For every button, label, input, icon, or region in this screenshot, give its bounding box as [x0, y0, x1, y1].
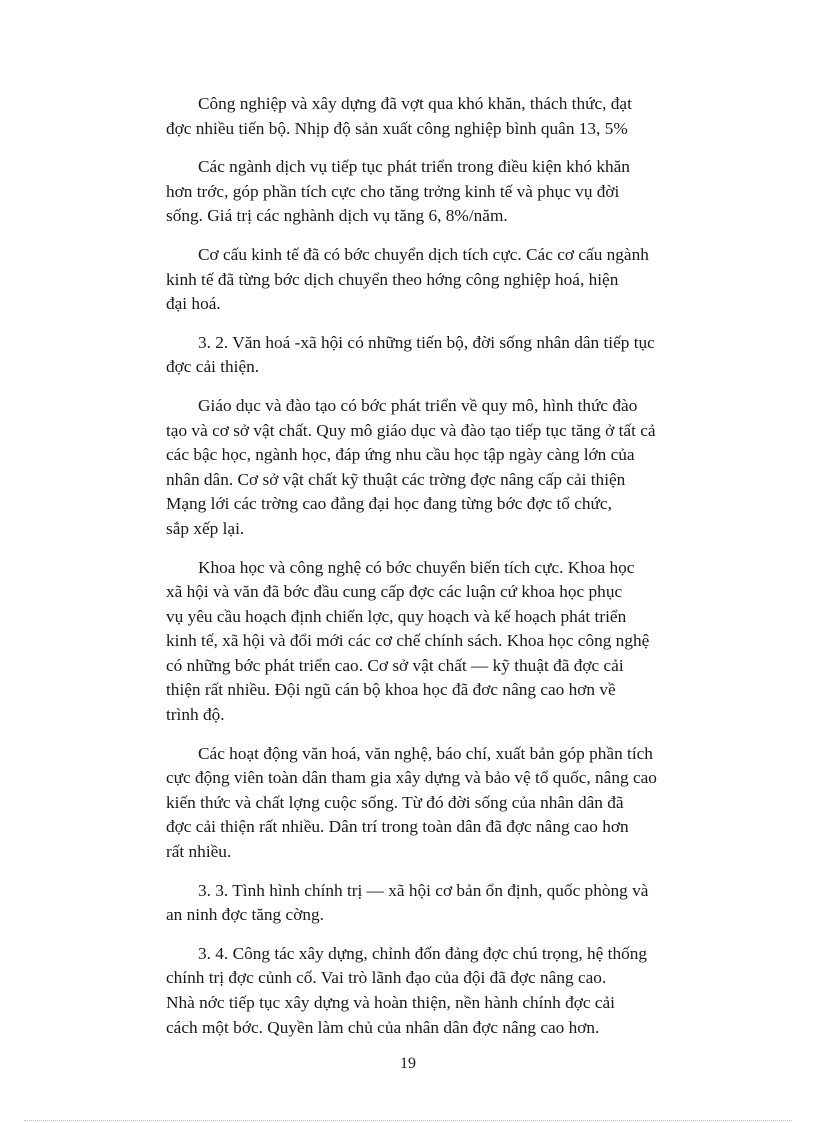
paragraph-line: cực động viên toàn dân tham gia xây dựng và bảo vệ tổ quốc, nâng cao — [166, 768, 657, 788]
paragraph-line: an ninh đợc tăng cờng. — [166, 905, 324, 925]
paragraph-line: 3. 4. Công tác xây dựng, chỉnh đốn đảng đợc chú trọng, hệ thống — [198, 943, 648, 963]
paragraph-line: Các hoạt động văn hoá, văn nghệ, báo chí, xuất bản góp phần tích — [198, 743, 653, 763]
paragraph — [166, 742, 706, 865]
paragraph-line: tạo và cơ sở vật chất. Quy mô giáo dục và đào tạo tiếp tục tăng ở tất cả — [166, 420, 656, 440]
paragraph-line: sống. Giá trị các nghành dịch vụ tăng 6, 8%/năm. — [166, 206, 508, 226]
paragraph-line: Các ngành dịch vụ tiếp tục phát triển trong điều kiện khó khăn — [198, 157, 630, 177]
paragraph-line: kiến thức và chất lợng cuộc sống. Từ đó đời sống của nhân dân đã — [166, 792, 624, 812]
paragraph-line: đại hoá. — [166, 294, 221, 314]
paragraph-line: xã hội và văn đã bớc đầu cung cấp đợc các luận cứ khoa học phục — [166, 582, 623, 602]
paragraph-line: đợc cải thiện. — [166, 357, 260, 377]
paragraph — [166, 879, 706, 928]
document-body — [166, 92, 706, 1054]
paragraph-line: kinh tế, xã hội và đổi mới các cơ chế chính sách. Khoa học công nghệ — [166, 631, 650, 651]
paragraph-line: vụ yêu cầu hoạch định chiến lợc, quy hoạch và kế hoạch phát triển — [166, 606, 627, 626]
paragraph — [166, 942, 706, 1040]
paragraph-line: chính trị đợc củnh cố. Vai trò lãnh đạo của đội đã đợc nâng cao. — [166, 968, 607, 988]
paragraph — [166, 331, 706, 380]
paragraph-line: Công nghiệp và xây dựng đã vợt qua khó khăn, thách thức, đạt — [198, 94, 632, 113]
paragraph-line: Cơ cấu kinh tế đã có bớc chuyển dịch tích cực. Các cơ cấu ngành — [198, 244, 649, 264]
paragraph — [166, 155, 706, 229]
paragraph-line: đợc nhiều tiến bộ. Nhịp độ sản xuất công nghiệp bình quân 13, 5% — [166, 118, 628, 138]
page-bottom-divider — [24, 1120, 792, 1121]
paragraph — [166, 92, 706, 141]
paragraph-line: có những bớc phát triển cao. Cơ sở vật chất — kỹ thuật đã đợc cải — [166, 655, 624, 675]
paragraph — [166, 556, 706, 728]
page-number: 19 — [400, 1055, 416, 1072]
paragraph-line: trình độ. — [166, 705, 225, 725]
paragraph-line: sắp xếp lại. — [166, 518, 245, 538]
paragraph-line: Nhà nớc tiếp tục xây dựng và hoàn thiện, nền hành chính đợc cải — [166, 993, 615, 1012]
paragraph-line: Khoa học và công nghệ có bớc chuyển biến tích cực. Khoa học — [198, 557, 635, 577]
paragraph — [166, 394, 706, 542]
paragraph-line: đợc cải thiện rất nhiều. Dân trí trong toàn dân đã đợc nâng cao hơn — [166, 817, 629, 837]
paragraph-line: Mạng lới các trờng cao đẳng đại học đang từng bớc đợc tổ chức, — [166, 494, 612, 514]
paragraph-line: nhân dân. Cơ sở vật chất kỹ thuật các trờng đợc nâng cấp cải thiện — [166, 469, 626, 489]
paragraph-line: rất nhiều. — [166, 842, 232, 862]
paragraph-line: 3. 2. Văn hoá -xã hội có những tiến bộ, đời sống nhân dân tiếp tục — [198, 332, 655, 352]
paragraph — [166, 243, 706, 317]
paragraph-line: thiện rất nhiều. Đội ngũ cán bộ khoa học đã đơc nâng cao hơn về — [166, 680, 616, 700]
paragraph-line: Giáo dục và đào tạo có bớc phát triển về quy mô, hình thức đào — [198, 395, 638, 415]
paragraph-line: kinh tế đã từng bớc dịch chuyển theo hớng công nghiệp hoá, hiện — [166, 269, 619, 289]
paragraph-line: cách một bớc. Quyền làm chủ của nhân dân đợc nâng cao hơn. — [166, 1017, 600, 1037]
paragraph-line: 3. 3. Tình hình chính trị — xã hội cơ bản ổn định, quốc phòng và — [198, 880, 649, 900]
paragraph-line: các bậc học, ngành học, đáp ứng nhu cầu học tập ngày càng lớn của — [166, 445, 635, 465]
paragraph-line: hơn trớc, góp phần tích cực cho tăng trởng kinh tế và phục vụ đời — [166, 181, 620, 201]
